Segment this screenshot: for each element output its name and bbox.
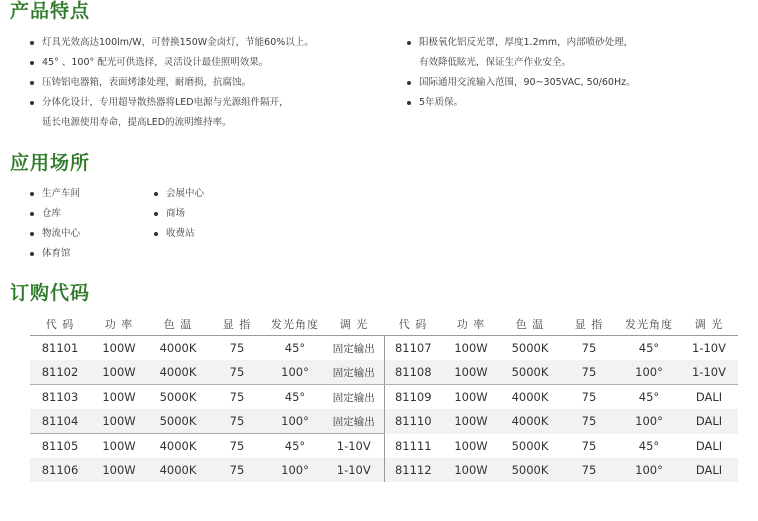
table-cell: 81101 [41,341,79,355]
table-cell: 81108 [384,360,442,385]
application-item: 生产车间 [30,184,140,204]
table-cell: DALI [680,409,738,434]
application-item: 商场 [154,204,264,224]
table-row [30,409,738,434]
table-cell: 75 [560,360,618,385]
feature-item: 阳极氧化铝反光罩，厚度1.2mm，内部喷砂处理， [407,33,636,53]
column-header: 发光角度 [266,313,324,336]
table-cell: 45° [638,341,660,355]
table-cell: 81111 [384,434,442,459]
table-cell: 固定输出 [324,409,384,434]
feature-item: 压铸铝电器箱，表面烤漆处理，耐磨损，抗腐蚀。 [30,73,314,93]
table-cell: 1-10V [324,458,384,482]
table-row [30,336,738,361]
table-cell: 100° [266,360,324,385]
column-header: 调 光 [680,313,738,336]
table-cell: 固定输出 [324,360,384,385]
table-cell: 75 [560,409,618,434]
table-cell: 4000K [500,409,560,434]
application-item: 体育馆 [30,244,140,264]
order-title: 订购代码 [10,282,91,304]
table-cell: 100W [442,360,500,385]
table-cell: 100° [618,458,680,482]
feature-item: 5年质保。 [407,93,636,113]
table-cell: 100W [90,360,148,385]
table-cell: 4000K [511,390,549,404]
column-header: 代 码 [30,313,90,336]
table-cell: DALI [680,458,738,482]
table-cell: 75 [229,341,245,355]
column-header: 色 温 [148,313,208,336]
table-cell: 75 [581,438,597,453]
feature-item: 有效降低眩光，保证生产作业安全。 [419,57,572,68]
table-cell: 81109 [384,385,442,410]
table-cell: 5000K [159,390,197,404]
table-cell: 45° [284,439,306,453]
table-cell: 100W [454,438,488,453]
table-cell: 100W [454,390,488,404]
table-cell: 75 [208,458,266,482]
table-cell: 100W [90,409,148,434]
table-cell: 100W [102,390,136,404]
table-cell: 100W [442,458,500,482]
table-cell: 100° [266,409,324,434]
order-code-table [30,313,738,482]
table-cell: 75 [208,409,266,434]
application-item: 仓库 [30,204,140,224]
features-left-list [30,33,314,133]
table-cell: DALI [695,438,723,453]
table-cell: 100W [102,341,136,355]
table-cell: 1-10V [680,360,738,385]
feature-item: 分体化设计，专用超导散热器将LED电源与光源组件隔开， [30,93,314,113]
table-row [30,385,738,410]
table-cell: 81112 [384,458,442,482]
table-cell: 4000K [159,439,197,453]
table-cell: 1-10V [692,341,726,355]
table-cell: 81102 [30,360,90,385]
table-cell: 81105 [41,439,79,453]
table-cell: 4000K [148,360,208,385]
table-cell: 75 [581,341,597,355]
column-header: 显 指 [560,313,618,336]
table-cell: 81106 [30,458,90,482]
application-item: 收费站 [154,224,264,244]
order-table-header [30,313,738,336]
column-header: 调 光 [324,313,384,336]
feature-item: 灯具光效高达100lm/W，可替换150W金卤灯，节能60%以上。 [30,33,314,53]
table-cell: 81103 [41,390,79,404]
column-header: 代 码 [384,313,442,336]
table-cell: 81107 [384,336,442,361]
applications-list-1 [30,184,140,264]
table-cell: 100W [454,341,488,355]
table-cell: 4000K [159,341,197,355]
table-row [30,458,738,482]
column-header: 显 指 [208,313,266,336]
table-cell: 81104 [30,409,90,434]
table-cell: 5000K [500,458,560,482]
table-row [30,434,738,459]
features-title: 产品特点 [10,0,91,22]
table-cell: 75 [560,458,618,482]
table-cell: DALI [695,390,723,404]
feature-item: 45° 、100° 配光可供选择，灵活设计最佳照明效果。 [30,53,314,73]
column-header: 功 率 [90,313,148,336]
applications-list-2 [154,184,264,244]
table-cell: 100° [618,360,680,385]
table-cell: 固定输出 [332,342,375,355]
column-header: 发光角度 [618,313,680,336]
applications-title: 应用场所 [10,152,91,174]
features-right-list [407,33,636,113]
table-cell: 固定输出 [332,391,375,404]
table-cell: 45° [284,390,306,404]
application-item: 物流中心 [30,224,140,244]
table-cell: 75 [208,360,266,385]
table-cell: 1-10V [336,439,371,453]
feature-item: 国际通用交流输入范围，90~305VAC, 50/60Hz。 [407,73,636,93]
table-cell: 45° [638,438,660,453]
table-cell: 100W [90,458,148,482]
table-cell: 5000K [511,341,549,355]
table-cell: 4000K [148,458,208,482]
table-cell: 100° [618,409,680,434]
table-cell: 45° [638,390,660,404]
table-cell: 5000K [511,438,549,453]
table-cell: 100W [102,439,136,453]
table-cell: 81110 [384,409,442,434]
column-header: 功 率 [442,313,500,336]
table-cell: 75 [581,390,597,404]
application-item: 会展中心 [154,184,264,204]
table-cell: 75 [229,439,245,453]
table-cell: 5000K [500,360,560,385]
feature-item: 延长电源使用寿命，提高LED的流明维持率。 [42,117,232,128]
table-cell: 100° [266,458,324,482]
table-cell: 5000K [148,409,208,434]
column-header: 色 温 [500,313,560,336]
table-cell: 45° [284,341,306,355]
table-row [30,360,738,385]
table-cell: 75 [229,390,245,404]
table-cell: 100W [442,409,500,434]
